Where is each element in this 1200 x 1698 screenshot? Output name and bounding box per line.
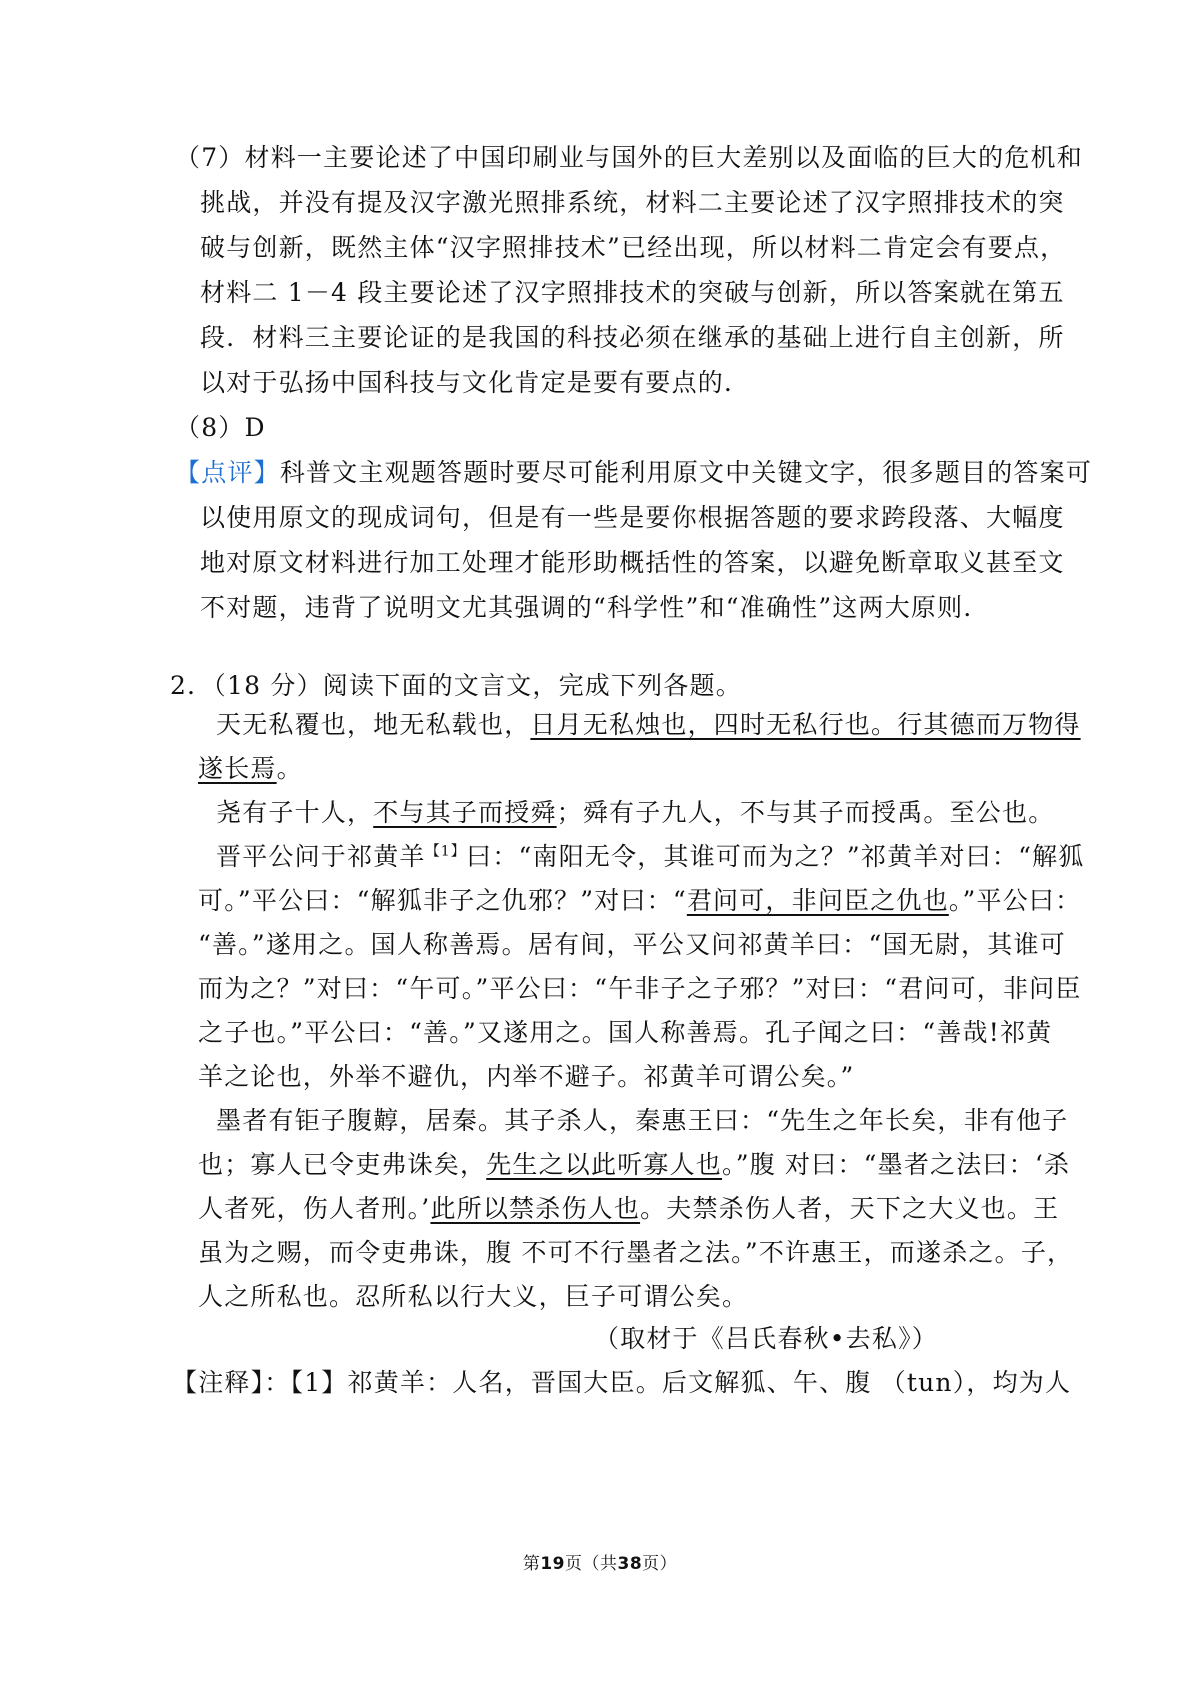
footer-text: 第 (522, 1554, 541, 1574)
annotation-note: 【注释】：【1】祁黄羊：人名，晋国大臣。后文解狐、午、腹 （tun），均为人 (172, 1368, 1072, 1397)
q7-line-4: 材料二 1－4 段主要论述了汉字照排技术的突破与创新，所以答案就在第五 (200, 278, 1065, 307)
passage-p3-line-6: 羊之论也，外举不避仇，内举不避子。祁黄羊可谓公矣。” (198, 1062, 855, 1091)
comment-text: 科普文主观题答题时要尽可能利用原文中关键文字，很多题目的答案可 (279, 458, 1093, 487)
q7-label: （7） (175, 143, 245, 172)
comment-line-2: 以使用原文的现成词句，但是有一些是要你根据答题的要求跨段落、大幅度 (200, 503, 1065, 532)
text-segment: 。”腹 对曰：“墨者之法曰：‘杀 (722, 1150, 1071, 1179)
q7-line-2: 挑战，并没有提及汉字激光照排系统，材料二主要论述了汉字照排技术的突 (200, 188, 1065, 217)
passage-p4-line-1: 墨者有钜子腹䵍，居秦。其子杀人，秦惠王曰：“先生之年长矣，非有他子 (216, 1106, 1069, 1135)
comment-tag: 【点评】 (175, 458, 280, 487)
passage-p4-line-2 (198, 1148, 1070, 1182)
comment-line-3: 地对原文材料进行加工处理才能形助概括性的答案，以避免断章取义甚至文 (200, 548, 1065, 577)
passage-p1-line-1 (216, 708, 1081, 742)
passage-p3-line-4: 而为之？”对曰：“午可。”平公曰：“午非子之子邪？”对曰：“君问可，非问臣 (198, 974, 1082, 1003)
footer-text: 页） (642, 1554, 678, 1574)
text-segment: 晋平公问于祁黄羊 (216, 842, 426, 871)
text-segment: 曰：“南阳无令，其谁可而为之？”祁黄羊对曰：“解狐 (466, 842, 1085, 871)
q2-header: 2．（18 分）阅读下面的文言文，完成下列各题。 (170, 671, 742, 700)
total-pages: 38 (617, 1554, 643, 1574)
text-segment: 可。”平公曰：“解狐非子之仇邪？”对曰：“ (198, 886, 687, 915)
passage-p3-line-1 (216, 840, 1084, 874)
q7-line-3: 破与创新，既然主体“汉字照排技术”已经出现，所以材料二肯定会有要点， (200, 233, 1067, 262)
text-segment: 。”平公曰： (948, 886, 1082, 915)
text-segment: 天无私覆也，地无私载也， (216, 710, 531, 739)
text-segment: 尧有子十人， (216, 798, 374, 827)
comment-line-1 (175, 456, 1092, 490)
underlined-sentence: 不与其子而授舜 (373, 798, 557, 827)
footnote-marker: 【1】 (425, 843, 467, 860)
passage-p3-line-5: 之子也。”平公曰：“善。”又遂用之。国人称善焉。孔子闻之曰：“善哉!祁黄 (198, 1018, 1053, 1047)
passage-p3-line-2 (198, 884, 1081, 918)
q7-line-1 (175, 141, 1083, 175)
passage-p4-line-3 (198, 1192, 1059, 1226)
text-segment: 。夫禁杀伤人者，天下之大义也。王 (640, 1194, 1060, 1223)
page-footer (0, 1552, 1200, 1576)
text-segment: 。 (276, 754, 303, 783)
underlined-sentence: 先生之以此听寡人也 (486, 1150, 723, 1179)
passage-p4-line-5: 人之所私也。忍所私以行大义，巨子可谓公矣。 (198, 1282, 749, 1311)
q7-text: 材料一主要论述了中国印刷业与国外的巨大差别以及面临的巨大的危机和 (244, 143, 1083, 172)
q7-line-6: 以对于弘扬中国科技与文化肯定是要有要点的． (200, 368, 751, 397)
q8-answer: （8）D (175, 413, 266, 442)
passage-p4-line-4: 虽为之赐，而令吏弗诛，腹 不可不行墨者之法。”不许惠王，而遂杀之。子， (198, 1238, 1074, 1267)
text-segment: 也；寡人已令吏弗诛矣， (198, 1150, 487, 1179)
passage-source: （取材于《吕氏春秋•去私》） (593, 1324, 938, 1353)
text-segment: ；舜有子九人，不与其子而授禹。至公也。 (556, 798, 1055, 827)
underlined-sentence: 此所以禁杀伤人也 (430, 1194, 641, 1223)
footer-text: 页（共 (565, 1554, 618, 1574)
passage-p1-line-2 (198, 752, 303, 786)
page-number: 19 (540, 1554, 565, 1574)
q7-line-5: 段．材料三主要论证的是我国的科技必须在继承的基础上进行自主创新，所 (200, 323, 1065, 352)
underlined-sentence: 君问可，非问臣之仇也 (686, 886, 949, 915)
passage-p2-line-1 (216, 796, 1054, 830)
underlined-sentence: 遂长焉 (198, 754, 277, 783)
text-segment: 人者死，伤人者刑。’ (198, 1194, 431, 1223)
comment-line-4: 不对题，违背了说明文尤其强调的“科学性”和“准确性”这两大原则． (200, 593, 990, 622)
passage-p3-line-3: “善。”遂用之。国人称善焉。居有间，平公又问祁黄羊曰：“国无尉，其谁可 (198, 930, 1066, 959)
underlined-sentence: 日月无私烛也，四时无私行也。行其德而万物得 (530, 710, 1081, 739)
